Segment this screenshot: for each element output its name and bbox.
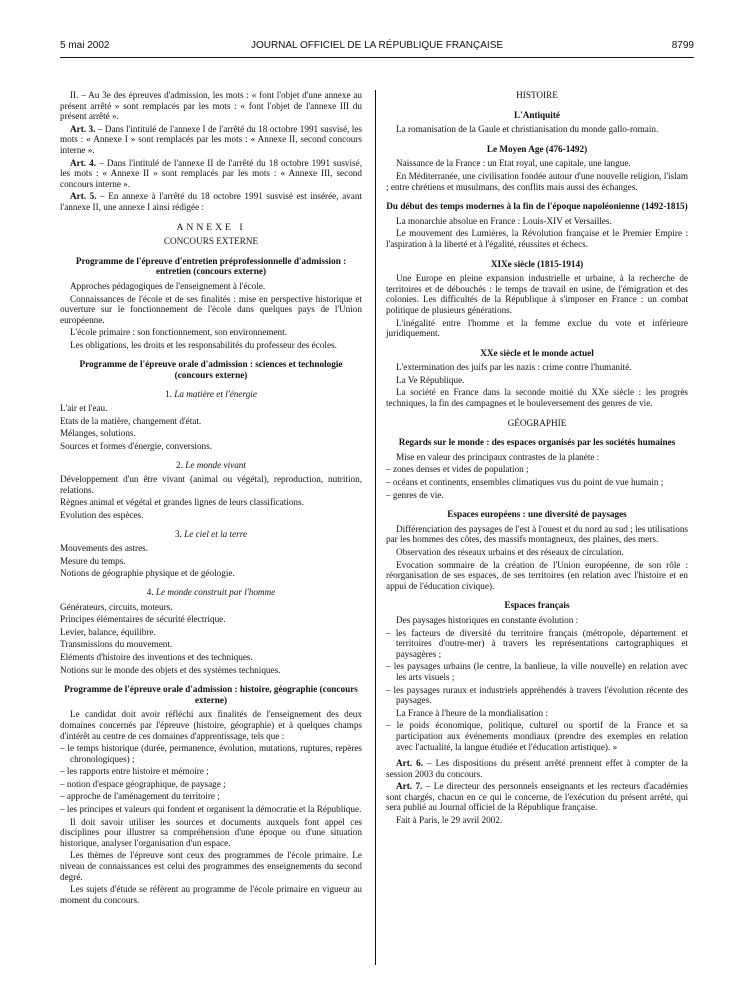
programme-entretien-title: Programme de l'épreuve d'entretien préprofessionnelle d'admission : entretien (concours externe) — [75, 255, 347, 277]
right-column — [386, 90, 688, 828]
section-line: Etats de la matière, changement d'état. — [60, 415, 202, 426]
section-line: Mouvements des astres. — [60, 543, 149, 554]
list-item: – notion d'espace géographique, de paysage ; — [60, 778, 226, 789]
list-item: – les facteurs de diversité du territoire français (métropole, département et territoires d'outre-mer) à travers les représentations cartographiques et paysagères ; — [386, 627, 688, 659]
intro-paragraph: II. – Au 3e des épreuves d'admission, les mots : « font l'objet d'une annexe au présent arrêté » sont remplacés par les mots : « font l'objet de l'annexe III du présent arrêté ». — [60, 90, 362, 122]
list-item: – genres de vie. — [386, 489, 444, 500]
period-paragraph: La société en France dans la seconde moitié du XXe siècle : les progrès techniques, la fin des campagnes et le bouleversement des genres de vie. — [386, 387, 688, 409]
section-line: Développement d'un être vivant (animal ou végétal), reproduction, nutrition, relations. — [60, 474, 362, 495]
article-4: Art. 4. – Dans l'intitulé de l'annexe II de l'arrêté du 18 octobre 1991 susvisé, les mots : « Annexe II » sont remplacés par les mots : « Annexe III, second concours interne ». — [60, 157, 362, 189]
list-item: – approche de l'aménagement du territoire ; — [60, 791, 220, 802]
section-line: Notions sur le monde des objets et des systèmes techniques. — [60, 664, 281, 675]
section-heading: 2. Le monde vivant — [176, 459, 246, 470]
column-divider — [375, 90, 376, 965]
list-item: – les principes et valeurs qui fondent et organisent la démocratie et la République. — [60, 804, 362, 815]
header-date: 5 mai 2002 — [60, 40, 110, 51]
list-item: – zones denses et vides de population ; — [386, 464, 529, 475]
histoire-heading: HISTOIRE — [516, 90, 558, 100]
list-item: – les paysages urbains (le centre, la banlieue, la ville nouvelle) en relation avec les arts visuels ; — [386, 661, 688, 682]
programme-sciences-title: Programme de l'épreuve orale d'admission : sciences et technologie (concours externe) — [79, 359, 343, 381]
programme-paragraph: Il doit savoir utiliser les sources et documents auxquels font appel ces disciplines pour illustrer sa compréhension d'une époque ou d'une situation historique, analyser l'organisation d'un espace. — [60, 816, 362, 848]
period-title: Du début des temps modernes à la fin de l'époque napoléonienne (1492-1815) — [386, 201, 688, 212]
list-item: – les rapports entre histoire et mémoire ; — [60, 766, 209, 777]
programme-paragraph: Les obligations, les droits et les responsabilités du professeur des écoles. — [70, 339, 337, 350]
geographie-heading: GÉOGRAPHIE — [507, 417, 567, 428]
geo-paragraph: Observation des réseaux urbains et des réseaux de circulation. — [396, 547, 624, 557]
article-7: Art. 7. – Le directeur des personnels enseignants et les recteurs d'académies sont chargés, chacun en ce qui le concerne, de l'exécution du présent arrêté, qui sera publié au Journal officiel de la République française. — [386, 781, 688, 813]
section-heading: 4. Le monde construit par l'homme — [146, 586, 276, 597]
annex-title: ANNEXE I — [176, 221, 246, 233]
geo-paragraph: Mise en valeur des principaux contrastes de la planète : — [396, 451, 600, 462]
period-title: L'Antiquité — [514, 109, 560, 120]
geo-paragraph: Différenciation des paysages de l'est à l'ouest et du nord au sud ; les utilisations par les hommes des côtes, des massifs montagneux, des plaines, des mers. — [386, 523, 688, 545]
section-line: Mesure du temps. — [60, 555, 126, 566]
section-line: Transmissions du mouvement. — [60, 639, 173, 650]
programme-paragraph: Le candidat doit avoir réfléchi aux finalités de l'enseignement des deux domaines concernés par l'épreuve (histoire, géographie) et à quelques champs d'intérêt au centre de ces domaines d'apprentissage, tels que : — [60, 709, 362, 741]
geo-title: Espaces européens : une diversité de paysages — [447, 509, 627, 520]
signature-line: Fait à Paris, le 29 avril 2002. — [396, 815, 503, 826]
period-title: XIXe siècle (1815-1914) — [490, 258, 584, 269]
section-line: Notions de géographie physique et de géologie. — [60, 568, 235, 579]
section-heading: 1. La matière et l'énergie — [165, 388, 257, 399]
geo-title: Espaces français — [504, 600, 570, 611]
list-item: – le poids économique, politique, culturel ou sportif de la France et sa participation aux événements mondiaux (prendre des exemples en relation avec l'actualité, la langue étudiée et l'éducation artistique). » — [386, 720, 688, 752]
left-column — [60, 90, 362, 907]
period-paragraph: La monarchie absolue en France : Louis-XIV et Versailles. — [396, 215, 612, 226]
period-paragraph: La romanisation de la Gaule et christianisation du monde gallo-romain. — [396, 124, 659, 135]
period-paragraph: Le mouvement des Lumières, la Révolution française et le Premier Empire : l'aspiration à la liberté et à l'égalité, réussites et échecs. — [386, 228, 688, 249]
geo-paragraph: Evocation sommaire de la création de l'Union européenne, de son rôle : réorganisation de ses espaces, de ses territoires (en relation avec l'histoire et en appui de l'éducation civique). — [386, 559, 688, 591]
period-paragraph: Une Europe en pleine expansion industrielle et urbaine, à la recherche de territoires et de débouchés : le temps de travail en usine, de l'émigration et des colonies. Les difficultés de la République à s'imposer en France : un combat politique de plusieurs générations. — [386, 273, 688, 315]
geo-paragraph: Des paysages historiques en constante évolution : — [396, 614, 579, 625]
programme-paragraph: L'école primaire : son fonctionnement, son environnement. — [70, 327, 287, 338]
article-3: Art. 3. – Dans l'intitulé de l'annexe I de l'arrêté du 18 octobre 1991 susvisé, les mots : « Annexe I » sont remplacés par les mots : « Annexe II, second concours interne ». — [60, 123, 363, 155]
section-line: Générateurs, circuits, moteurs. — [60, 601, 173, 612]
section-line: L'air et l'eau. — [60, 403, 108, 414]
header-journal-title: JOURNAL OFFICIEL DE LA RÉPUBLIQUE FRANÇAISE — [250, 40, 504, 51]
section-line: Mélanges, solutions. — [60, 428, 136, 439]
section-line: Règnes animal et végétal et grandes lignes de leurs classifications. — [60, 497, 304, 508]
list-item: – les paysages ruraux et industriels appréhendés à travers l'évolution récente des paysages. — [386, 684, 688, 706]
header-page-number: 8799 — [671, 40, 694, 51]
article-6: Art. 6. – Les dispositions du présent arrêté prennent effet à compter de la session 2003 du concours. — [386, 758, 688, 779]
section-line: Evolution des espèces. — [60, 510, 144, 520]
period-paragraph: La Ve République. — [396, 374, 465, 385]
section-line: Levier, balance, équilibre. — [60, 626, 156, 637]
period-title: XXe siècle et le monde actuel — [480, 347, 594, 358]
article-5: Art. 5. – En annexe à l'arrêté du 18 octobre 1991 susvisé est insérée, avant l'annexe II, une annexe I ainsi rédigée : — [60, 191, 362, 212]
list-item: – océans et continents, ensembles climatiques vus du point de vue humain ; — [386, 477, 664, 488]
period-paragraph: Naissance de la France : un Etat royal, une capitale, une langue. — [396, 158, 631, 169]
section-line: Principes élémentaires de sécurité électrique. — [60, 614, 226, 625]
section-line: Eléments d'histoire des inventions et des techniques. — [60, 651, 253, 662]
section-line: Sources et formes d'énergie, conversions. — [60, 441, 213, 452]
page-header — [60, 40, 694, 54]
programme-paragraph: Les thèmes de l'épreuve sont ceux des programmes de l'école primaire. Le niveau de connaissances est celui des programmes des enseignements du second degré. — [60, 850, 362, 882]
programme-histoire-title: Programme de l'épreuve orale d'admission : histoire, géographie (concours externe) — [64, 684, 358, 705]
period-paragraph: L'extermination des juifs par les nazis : crime contre l'humanité. — [396, 362, 632, 373]
period-title: Le Moyen Age (476-1492) — [486, 143, 588, 154]
geo-paragraph: La France à l'heure de la mondialisation : — [396, 707, 548, 718]
header-rule — [60, 57, 694, 58]
geo-title: Regards sur le monde : des espaces organisés par les sociétés humaines — [398, 437, 676, 448]
programme-paragraph: Les sujets d'étude se réfèrent au programme de l'école primaire en vigueur au moment du concours. — [60, 884, 362, 905]
programme-paragraph: Approches pédagogiques de l'enseignement à l'école. — [70, 280, 266, 291]
period-paragraph: En Méditerranée, une civilisation fondée autour d'une nouvelle religion, l'islam ; entre chrétiens et musulmans, des conflits mais aussi des échanges. — [386, 170, 688, 192]
programme-paragraph: Connaissances de l'école et de ses finalités : mise en perspective historique et ouverture sur le fonctionnement de l'école dans quelques pays de l'Union européenne. — [60, 293, 362, 325]
list-item: – le temps historique (durée, permanence, évolution, mutations, ruptures, repères chronologiques) ; — [60, 743, 362, 764]
concours-label: CONCOURS EXTERNE — [163, 236, 259, 247]
section-heading: 3. Le ciel et la terre — [174, 528, 248, 539]
period-paragraph: L'inégalité entre l'homme et la femme exclue du vote et inférieure juridiquement. — [386, 317, 688, 339]
